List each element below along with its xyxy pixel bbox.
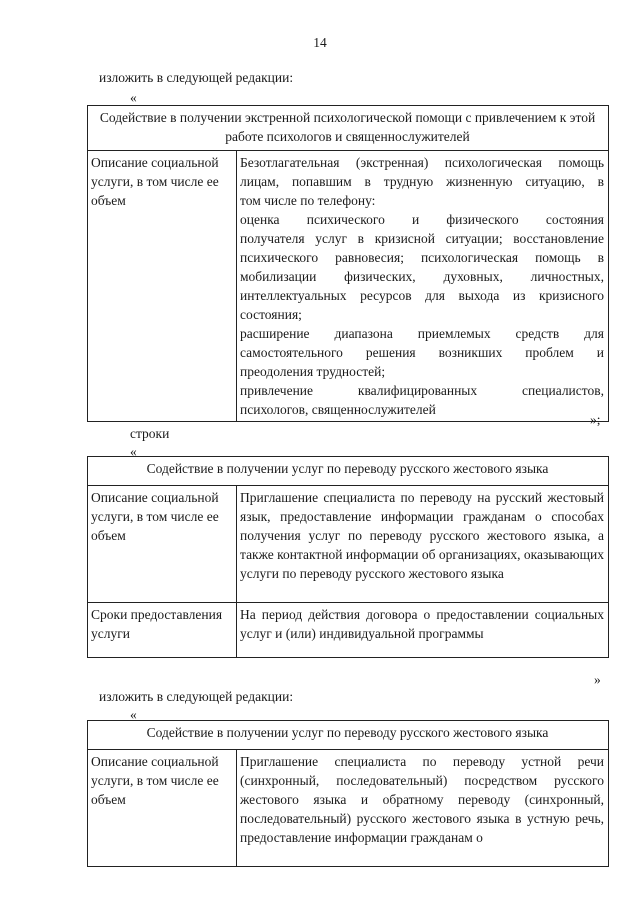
open-quote-1: «: [130, 90, 137, 105]
desc-line: преодоления трудностей;: [240, 364, 386, 379]
table-2-row-label: Описание социальной услуги, в том числе ее объем: [88, 486, 237, 603]
intro-text-2: строки: [130, 426, 170, 441]
open-quote-2: «: [130, 444, 137, 459]
desc-line: интеллектуальных ресурсов для выхода из кризисного: [240, 288, 604, 303]
desc-line: оценка психического и физического состояния: [240, 212, 604, 227]
table-2-row-label: Сроки предоставления услуги: [88, 603, 237, 658]
service-table-2: [87, 456, 609, 658]
intro-text-1: изложить в следующей редакции:: [99, 70, 294, 85]
table-2-row-text: Приглашение специалиста по переводу на русский жестовый язык, предоставление информации гражданам о способах получения услуг по переводу русского жестового языка, а также контактной информации об организациях, оказывающих услуги по переводу русского жестового языка: [237, 486, 609, 603]
desc-line: состояния;: [240, 307, 302, 322]
desc-line: психологов, священнослужителей: [240, 402, 436, 417]
table-1-description: [237, 151, 609, 422]
desc-line: привлечение квалифицированных специалистов,: [240, 383, 604, 398]
table-3-header: Содействие в получении услуг по переводу русского жестового языка: [88, 721, 609, 750]
desc-line: самостоятельного решения возникших проблем и: [240, 345, 604, 360]
table-1-label: Описание социальной услуги, в том числе ее объем: [88, 151, 237, 422]
desc-line: лицам, попавшим в трудную жизненную ситуацию, в: [240, 174, 604, 189]
desc-line: том числе по телефону:: [240, 193, 376, 208]
table-1-header: Содействие в получении экстренной психологической помощи с привлечением к этой работе психологов и священнослужителей: [88, 106, 609, 151]
desc-line: психического равновесия; психологическая помощь в: [240, 250, 604, 265]
table-2-header: Содействие в получении услуг по переводу русского жестового языка: [88, 457, 609, 486]
service-table-1: [87, 105, 609, 422]
close-quote-2: »: [594, 672, 601, 687]
desc-line: расширение диапазона приемлемых средств для: [240, 326, 604, 341]
close-quote-1: »;: [590, 412, 601, 427]
service-table-3: [87, 720, 609, 867]
desc-line: Безотлагательная (экстренная) психологическая помощь: [240, 155, 604, 170]
table-3-text: Приглашение специалиста по переводу устной речи (синхронный, последовательный) посредством русского жестового языка и обратному переводу (синхронный, последовательный) русского жестового языка в устную речь, предоставление информации гражданам о: [237, 750, 609, 867]
table-3-label: Описание социальной услуги, в том числе ее объем: [88, 750, 237, 867]
table-2-row-text: На период действия договора о предоставлении социальных услуг и (или) индивидуальной программы: [237, 603, 609, 658]
intro-text-3: изложить в следующей редакции:: [99, 689, 294, 704]
page-number: 14: [313, 35, 327, 50]
desc-line: мобилизации физических, духовных, личностных,: [240, 269, 604, 284]
desc-line: получателя услуг в кризисной ситуации; восстановление: [240, 231, 604, 246]
open-quote-3: «: [130, 707, 137, 722]
